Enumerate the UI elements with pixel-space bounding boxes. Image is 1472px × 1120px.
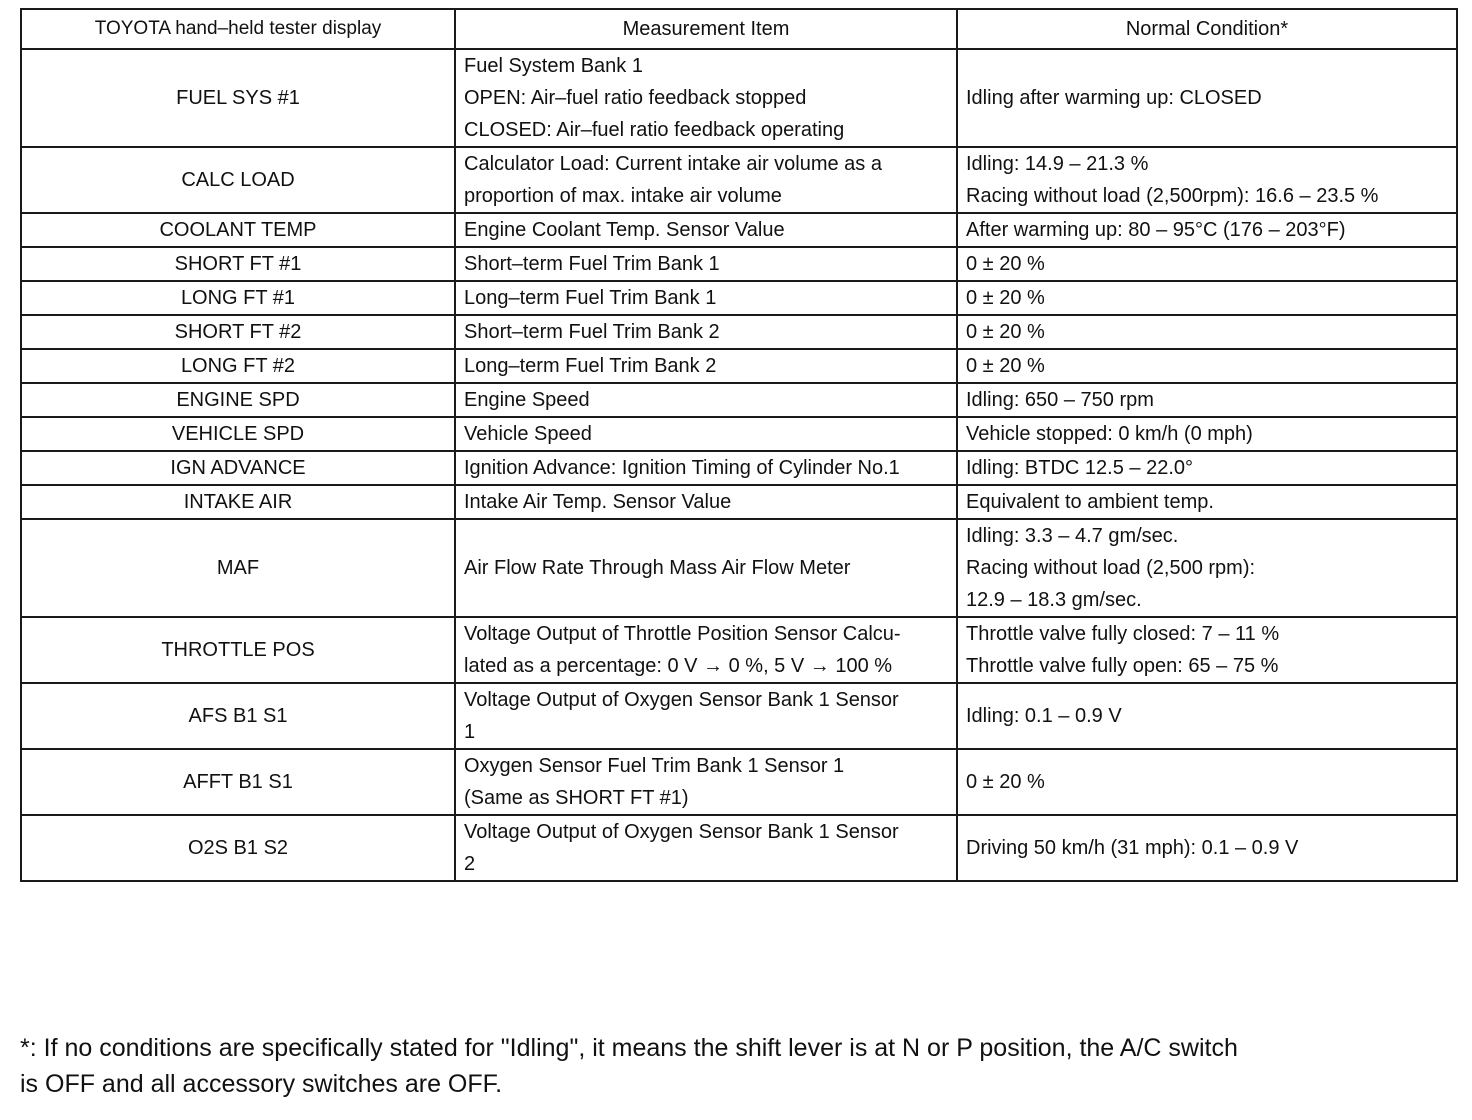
- measurement-item-cell: [455, 683, 957, 749]
- tester-display-cell: SHORT FT #1: [21, 247, 455, 281]
- tester-display-cell: O2S B1 S2: [21, 815, 455, 881]
- measurement-item-line: Ignition Advance: Ignition Timing of Cylinder No.1: [464, 457, 900, 479]
- tester-display-cell: THROTTLE POS: [21, 617, 455, 683]
- normal-condition-cell: [957, 281, 1457, 315]
- tester-display-cell: COOLANT TEMP: [21, 213, 455, 247]
- normal-condition-line: After warming up: 80 – 95°C (176 – 203°F): [966, 219, 1346, 241]
- header-tester-display: TOYOTA hand–held tester display: [21, 9, 455, 49]
- tester-display-cell: LONG FT #2: [21, 349, 455, 383]
- measurement-item-line: Engine Coolant Temp. Sensor Value: [464, 219, 785, 241]
- normal-condition-line: 0 ± 20 %: [966, 287, 1045, 309]
- measurement-item-line: Voltage Output of Throttle Position Sensor Calcu-: [464, 623, 901, 645]
- tester-display-cell: CALC LOAD: [21, 147, 455, 213]
- measurement-item-line: 1: [464, 721, 476, 743]
- measurement-item-cell: [455, 749, 957, 815]
- normal-condition-line: Equivalent to ambient temp.: [966, 491, 1214, 513]
- normal-condition-line: Idling: 14.9 – 21.3 %: [966, 153, 1149, 175]
- table-row: [21, 683, 1457, 749]
- tester-display-cell: AFFT B1 S1: [21, 749, 455, 815]
- measurement-item-cell: [455, 485, 957, 519]
- table-row: [21, 147, 1457, 213]
- table-row: [21, 315, 1457, 349]
- footnote: [20, 1030, 1460, 1102]
- normal-condition-cell: [957, 519, 1457, 617]
- measurement-item-line: Voltage Output of Oxygen Sensor Bank 1 Sensor: [464, 689, 899, 711]
- normal-condition-line: Idling after warming up: CLOSED: [966, 87, 1262, 109]
- measurement-item-line: (Same as SHORT FT #1): [464, 787, 689, 809]
- table-body: [21, 49, 1457, 881]
- measurement-item-cell: [455, 815, 957, 881]
- normal-condition-line: Throttle valve fully open: 65 – 75 %: [966, 655, 1279, 677]
- measurement-item-cell: [455, 349, 957, 383]
- normal-condition-line: 0 ± 20 %: [966, 771, 1045, 793]
- tester-display-cell: INTAKE AIR: [21, 485, 455, 519]
- normal-condition-cell: [957, 49, 1457, 147]
- measurement-item-cell: [455, 281, 957, 315]
- normal-condition-line: Driving 50 km/h (31 mph): 0.1 – 0.9 V: [966, 837, 1299, 859]
- normal-condition-cell: [957, 349, 1457, 383]
- measurement-item-cell: [455, 49, 957, 147]
- tester-display-cell: MAF: [21, 519, 455, 617]
- tester-display-cell: IGN ADVANCE: [21, 451, 455, 485]
- measurement-item-line: Engine Speed: [464, 389, 590, 411]
- table-row: [21, 383, 1457, 417]
- table-row: [21, 451, 1457, 485]
- measurement-item-cell: [455, 617, 957, 683]
- measurement-item-cell: [455, 147, 957, 213]
- tester-display-cell: ENGINE SPD: [21, 383, 455, 417]
- table-row: [21, 213, 1457, 247]
- normal-condition-cell: [957, 213, 1457, 247]
- table-row: [21, 49, 1457, 147]
- measurement-item-line: Intake Air Temp. Sensor Value: [464, 491, 732, 513]
- measurement-item-cell: [455, 417, 957, 451]
- measurement-item-line: OPEN: Air–fuel ratio feedback stopped: [464, 87, 807, 109]
- measurement-item-line: Oxygen Sensor Fuel Trim Bank 1 Sensor 1: [464, 755, 845, 777]
- measurement-item-line: 2: [464, 853, 476, 875]
- measurement-item-line: CLOSED: Air–fuel ratio feedback operating: [464, 119, 845, 141]
- measurement-item-line: Air Flow Rate Through Mass Air Flow Meter: [464, 557, 851, 579]
- measurement-item-cell: [455, 315, 957, 349]
- normal-condition-line: Racing without load (2,500rpm): 16.6 – 23.5 %: [966, 185, 1379, 207]
- measurement-item-line: Vehicle Speed: [464, 423, 592, 445]
- normal-condition-cell: [957, 683, 1457, 749]
- normal-condition-line: Throttle valve fully closed: 7 – 11 %: [966, 623, 1280, 645]
- tester-display-cell: VEHICLE SPD: [21, 417, 455, 451]
- tester-display-cell: SHORT FT #2: [21, 315, 455, 349]
- normal-condition-line: 12.9 – 18.3 gm/sec.: [966, 589, 1142, 611]
- measurement-item-line: Short–term Fuel Trim Bank 1: [464, 253, 720, 275]
- normal-condition-line: 0 ± 20 %: [966, 321, 1045, 343]
- table-row: [21, 815, 1457, 881]
- normal-condition-cell: [957, 749, 1457, 815]
- measurement-item-cell: [455, 451, 957, 485]
- normal-condition-cell: [957, 485, 1457, 519]
- measurement-item-line: proportion of max. intake air volume: [464, 185, 782, 207]
- measurement-item-cell: [455, 213, 957, 247]
- measurement-item-line: Fuel System Bank 1: [464, 55, 643, 77]
- header-measurement-item: Measurement Item: [455, 9, 957, 49]
- normal-condition-cell: [957, 315, 1457, 349]
- footnote-line: is OFF and all accessory switches are OFF.: [20, 1070, 503, 1098]
- table-row: [21, 519, 1457, 617]
- normal-condition-line: Idling: 3.3 – 4.7 gm/sec.: [966, 525, 1179, 547]
- tester-display-cell: LONG FT #1: [21, 281, 455, 315]
- normal-condition-cell: [957, 247, 1457, 281]
- table-header-row: [21, 9, 1457, 49]
- normal-condition-cell: [957, 147, 1457, 213]
- table-row: [21, 281, 1457, 315]
- table-row: [21, 247, 1457, 281]
- normal-condition-line: Idling: 650 – 750 rpm: [966, 389, 1154, 411]
- table-row: [21, 417, 1457, 451]
- normal-condition-cell: [957, 617, 1457, 683]
- measurement-item-cell: [455, 519, 957, 617]
- normal-condition-cell: [957, 383, 1457, 417]
- normal-condition-line: Idling: 0.1 – 0.9 V: [966, 705, 1122, 727]
- normal-condition-cell: [957, 451, 1457, 485]
- measurement-item-cell: [455, 247, 957, 281]
- table-row: [21, 749, 1457, 815]
- measurement-item-line: Long–term Fuel Trim Bank 1: [464, 287, 717, 309]
- table-row: [21, 349, 1457, 383]
- tester-display-cell: FUEL SYS #1: [21, 49, 455, 147]
- normal-condition-line: Racing without load (2,500 rpm):: [966, 557, 1256, 579]
- normal-condition-cell: [957, 417, 1457, 451]
- measurement-item-line: Short–term Fuel Trim Bank 2: [464, 321, 720, 343]
- normal-condition-line: Idling: BTDC 12.5 – 22.0°: [966, 457, 1194, 479]
- header-normal-condition: Normal Condition*: [957, 9, 1457, 49]
- measurement-item-line: Long–term Fuel Trim Bank 2: [464, 355, 717, 377]
- measurement-item-cell: [455, 383, 957, 417]
- table-row: [21, 485, 1457, 519]
- footnote-line: *: If no conditions are specifically stated for "Idling", it means the shift lever is at N or P position, the A/C switch: [20, 1034, 1238, 1062]
- normal-condition-line: Vehicle stopped: 0 km/h (0 mph): [966, 423, 1253, 445]
- normal-condition-cell: [957, 815, 1457, 881]
- measurement-item-line: Voltage Output of Oxygen Sensor Bank 1 Sensor: [464, 821, 899, 843]
- normal-condition-line: 0 ± 20 %: [966, 253, 1045, 275]
- tester-display-cell: AFS B1 S1: [21, 683, 455, 749]
- measurement-item-line: lated as a percentage: 0 V → 0 %, 5 V → 100 %: [464, 655, 893, 677]
- measurement-item-line: Calculator Load: Current intake air volume as a: [464, 153, 882, 175]
- normal-condition-line: 0 ± 20 %: [966, 355, 1045, 377]
- table-row: [21, 617, 1457, 683]
- data-list-table: [20, 8, 1458, 882]
